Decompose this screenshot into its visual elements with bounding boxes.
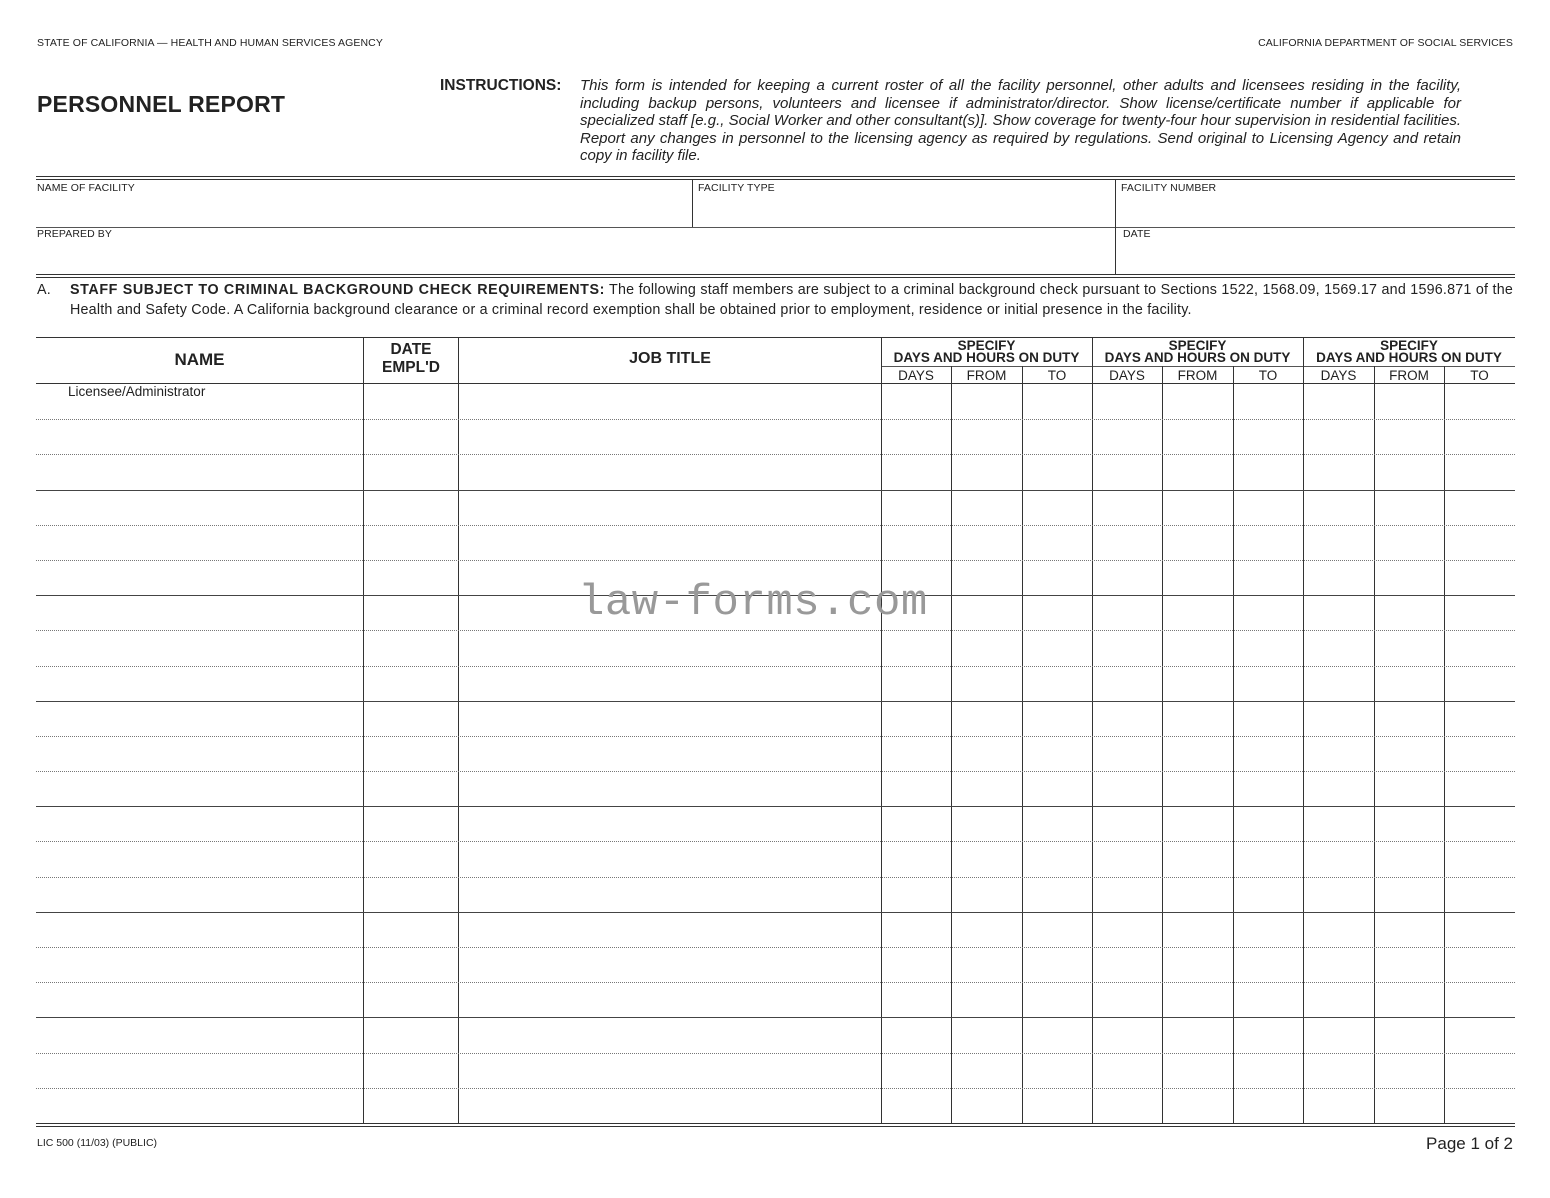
col-divider (363, 337, 364, 1124)
section-a-paragraph (70, 280, 1513, 320)
col-date-line1: DATE (390, 341, 432, 358)
name-of-facility-label: NAME OF FACILITY (37, 182, 135, 194)
row-separator (36, 560, 1515, 561)
table-bottom-rule (36, 1126, 1515, 1127)
g1-from-header: FROM (966, 368, 1007, 383)
rule (36, 277, 1515, 278)
g3-from-header: FROM (1389, 368, 1429, 383)
first-row-name: Licensee/Administrator (68, 384, 206, 399)
row-separator (36, 1017, 1515, 1018)
duty-group-2-line1: SPECIFY (1168, 338, 1227, 353)
row-separator (36, 1088, 1515, 1089)
table-header-rule (36, 383, 1515, 384)
row-separator (36, 982, 1515, 983)
duty-group-1-header (881, 340, 1092, 363)
watermark: law-forms.com (578, 578, 928, 628)
table-top-rule (36, 337, 1515, 338)
col-divider (1092, 337, 1093, 1124)
duty-group-2-line2: DAYS AND HOURS ON DUTY (1104, 350, 1291, 365)
g1-to-header: TO (1047, 368, 1067, 383)
col-divider (1162, 366, 1163, 1124)
g2-from-header: FROM (1177, 368, 1218, 383)
rule (36, 179, 1515, 180)
row-separator (36, 630, 1515, 631)
section-a-heading: STAFF SUBJECT TO CRIMINAL BACKGROUND CHECK REQUIREMENTS: (70, 282, 605, 298)
col-divider (1233, 366, 1234, 1124)
row-separator (36, 490, 1515, 491)
divider (692, 179, 693, 227)
rule (36, 274, 1515, 275)
duty-group-2-header (1092, 340, 1303, 363)
instructions-text: This form is intended for keeping a current roster of all the facility personnel, other adults and licensees residing in the facility, including backup persons, volunteers and licensee if administrator/director. Show license/certificate number if applicable for specialized staff [e.g., Social Worker and other consultant(s)]. Show coverage for twenty-four hour supervision in residential facilities. Report any changes in personnel to the licensing agency as required by regulations. Send original to Licensing Agency and retain copy in facility file. (580, 77, 1461, 165)
col-divider (1303, 337, 1304, 1124)
duty-group-3-line1: SPECIFY (1380, 338, 1438, 353)
facility-type-field[interactable] (697, 198, 1109, 224)
duty-sub-rule (881, 366, 1515, 367)
facility-number-field[interactable] (1120, 198, 1510, 224)
form-id: LIC 500 (11/03) (PUBLIC) (37, 1137, 158, 1149)
section-a (37, 280, 1513, 320)
agency-right: CALIFORNIA DEPARTMENT OF SOCIAL SERVICES (1258, 37, 1513, 49)
row-separator (36, 736, 1515, 737)
prepared-by-field[interactable] (40, 244, 1108, 272)
col-divider (881, 337, 882, 1124)
row-separator (36, 454, 1515, 455)
page-number: Page 1 of 2 (1426, 1134, 1513, 1153)
row-separator (36, 841, 1515, 842)
row-separator (36, 525, 1515, 526)
instructions-label: INSTRUCTIONS: (440, 77, 562, 94)
row-separator (36, 666, 1515, 667)
section-a-letter: A. (37, 282, 51, 298)
row-separator (36, 1053, 1515, 1054)
row-separator (36, 701, 1515, 702)
g2-to-header: TO (1258, 368, 1278, 383)
row-separator (36, 947, 1515, 948)
duty-group-1-line1: SPECIFY (957, 338, 1016, 353)
duty-group-1-line2: DAYS AND HOURS ON DUTY (893, 350, 1080, 365)
duty-group-3-header (1303, 340, 1515, 363)
row-separator (36, 806, 1515, 807)
col-divider (1374, 366, 1375, 1124)
g2-days-header: DAYS (1109, 368, 1145, 383)
divider (1115, 179, 1116, 274)
col-date-header (364, 341, 458, 377)
row-separator (36, 771, 1515, 772)
duty-group-3-line2: DAYS AND HOURS ON DUTY (1316, 350, 1502, 365)
col-job-header: JOB TITLE (629, 350, 711, 367)
g1-days-header: DAYS (898, 368, 934, 383)
date-field[interactable] (1120, 244, 1510, 272)
col-name-header: NAME (174, 350, 225, 369)
prepared-by-label: PREPARED BY (37, 228, 113, 240)
row-separator (36, 419, 1515, 420)
row-separator (36, 877, 1515, 878)
col-date-line2: EMPL'D (382, 359, 440, 376)
rule (36, 176, 1515, 177)
col-divider (458, 337, 459, 1124)
g3-to-header: TO (1470, 368, 1489, 383)
rule (36, 227, 1515, 228)
facility-type-label: FACILITY TYPE (698, 182, 775, 194)
col-divider (1022, 366, 1023, 1124)
agency-left: STATE OF CALIFORNIA — HEALTH AND HUMAN SERVICES AGENCY (37, 37, 383, 49)
row-separator (36, 912, 1515, 913)
g3-days-header: DAYS (1320, 368, 1357, 383)
section-a-text: The following staff members are subject to a criminal background check pursuant to Sections 1522, 1568.09, 1569.17 and 1596.871 of the Health and Safety Code. A California background clearance or a criminal record exemption shall be obtained prior to employment, residence or initial presence in the facility. (70, 282, 1513, 318)
name-of-facility-field[interactable] (40, 198, 685, 224)
date-label: DATE (1123, 228, 1151, 240)
col-divider (951, 366, 952, 1124)
col-divider (1444, 366, 1445, 1124)
page-title: PERSONNEL REPORT (37, 91, 286, 117)
table-bottom-rule (36, 1123, 1515, 1124)
facility-number-label: FACILITY NUMBER (1121, 182, 1217, 194)
